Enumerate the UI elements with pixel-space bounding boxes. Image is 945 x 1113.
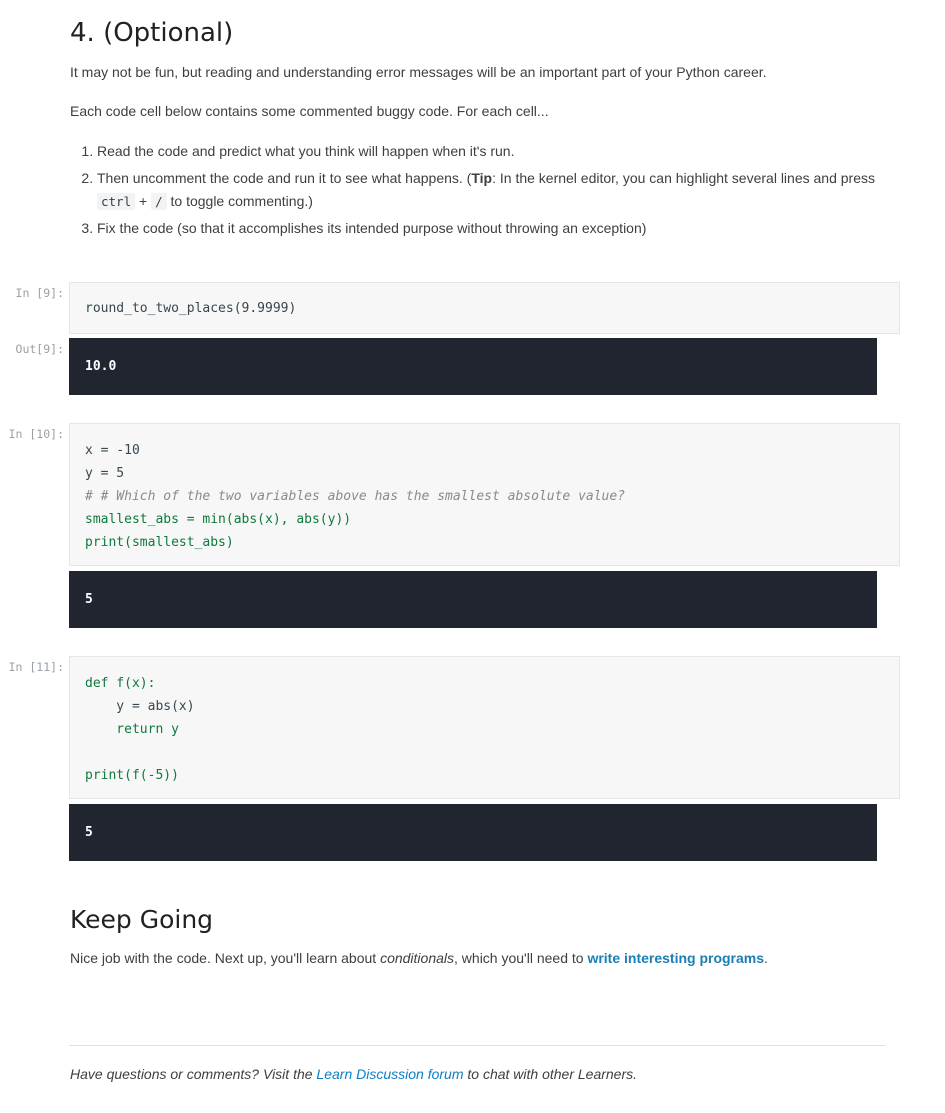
code-line: print(smallest_abs) xyxy=(85,535,234,550)
code-line: x = -10 xyxy=(85,443,140,458)
slash-key: / xyxy=(151,193,167,210)
step-text: Then uncomment the code and run it to see what happens. ( xyxy=(97,170,472,186)
keep-going-heading: Keep Going xyxy=(70,905,214,934)
ctrl-key: ctrl xyxy=(97,193,135,210)
output-cell xyxy=(69,338,877,395)
code-line: smallest_abs = min(abs(x), abs(y)) xyxy=(85,512,352,527)
input-prompt: In [11]: xyxy=(8,660,64,674)
section-heading: 4. (Optional) xyxy=(70,18,234,48)
text-span: , which you'll need to xyxy=(454,950,588,966)
discussion-forum-link[interactable]: Learn Discussion forum xyxy=(316,1066,464,1082)
code-line xyxy=(70,741,899,764)
text-span: to chat with other Learners. xyxy=(463,1066,638,1082)
step-item xyxy=(97,140,897,163)
tip-label: Tip xyxy=(471,170,493,186)
code-comment: # # Which of the two variables above has the smallest absolute value? xyxy=(85,489,626,504)
code-line: round_to_two_places(9.9999) xyxy=(85,301,297,316)
output-text: 5 xyxy=(85,592,93,607)
output-cell xyxy=(69,804,877,861)
code-cell[interactable] xyxy=(69,282,900,334)
output-cell xyxy=(69,571,877,628)
code-line: y = 5 xyxy=(85,466,125,481)
output-text: 10.0 xyxy=(85,359,117,374)
output-text: 5 xyxy=(85,825,93,840)
code-line: print(f(-5)) xyxy=(85,768,179,783)
input-prompt: In [9]: xyxy=(15,286,64,300)
footer-text xyxy=(70,1066,637,1082)
step-text: Read the code and predict what you think will happen when it's run. xyxy=(97,143,515,159)
text-span: Have questions or comments? Visit the xyxy=(70,1066,317,1082)
step-text: Fix the code (so that it accomplishes its intended purpose without throwing an exception) xyxy=(97,220,647,236)
step-text: : In the kernel editor, you can highlight several lines and press xyxy=(492,170,875,186)
instructions-text: Each code cell below contains some commented buggy code. For each cell... xyxy=(70,103,549,119)
divider xyxy=(69,1045,885,1046)
code-line: y = abs(x) xyxy=(85,699,195,714)
code-line: return y xyxy=(85,722,179,737)
code-cell[interactable] xyxy=(69,656,900,799)
step-text: to toggle commenting.) xyxy=(166,193,313,209)
text-span: Nice job with the code. Next up, you'll learn about xyxy=(70,950,381,966)
plus-text: + xyxy=(135,193,152,209)
step-item xyxy=(97,217,897,240)
write-interesting-programs-link[interactable]: write interesting programs xyxy=(587,950,765,966)
intro-text: It may not be fun, but reading and understanding error messages will be an important part of your Python career. xyxy=(70,64,767,80)
code-line: def f(x): xyxy=(85,676,156,691)
keep-going-text xyxy=(70,950,768,966)
text-span: . xyxy=(764,950,768,966)
conditionals-em: conditionals xyxy=(380,950,455,966)
steps-list xyxy=(70,140,897,244)
output-prompt: Out[9]: xyxy=(15,342,64,356)
code-cell[interactable] xyxy=(69,423,900,566)
input-prompt: In [10]: xyxy=(8,427,64,441)
step-item xyxy=(97,167,897,213)
